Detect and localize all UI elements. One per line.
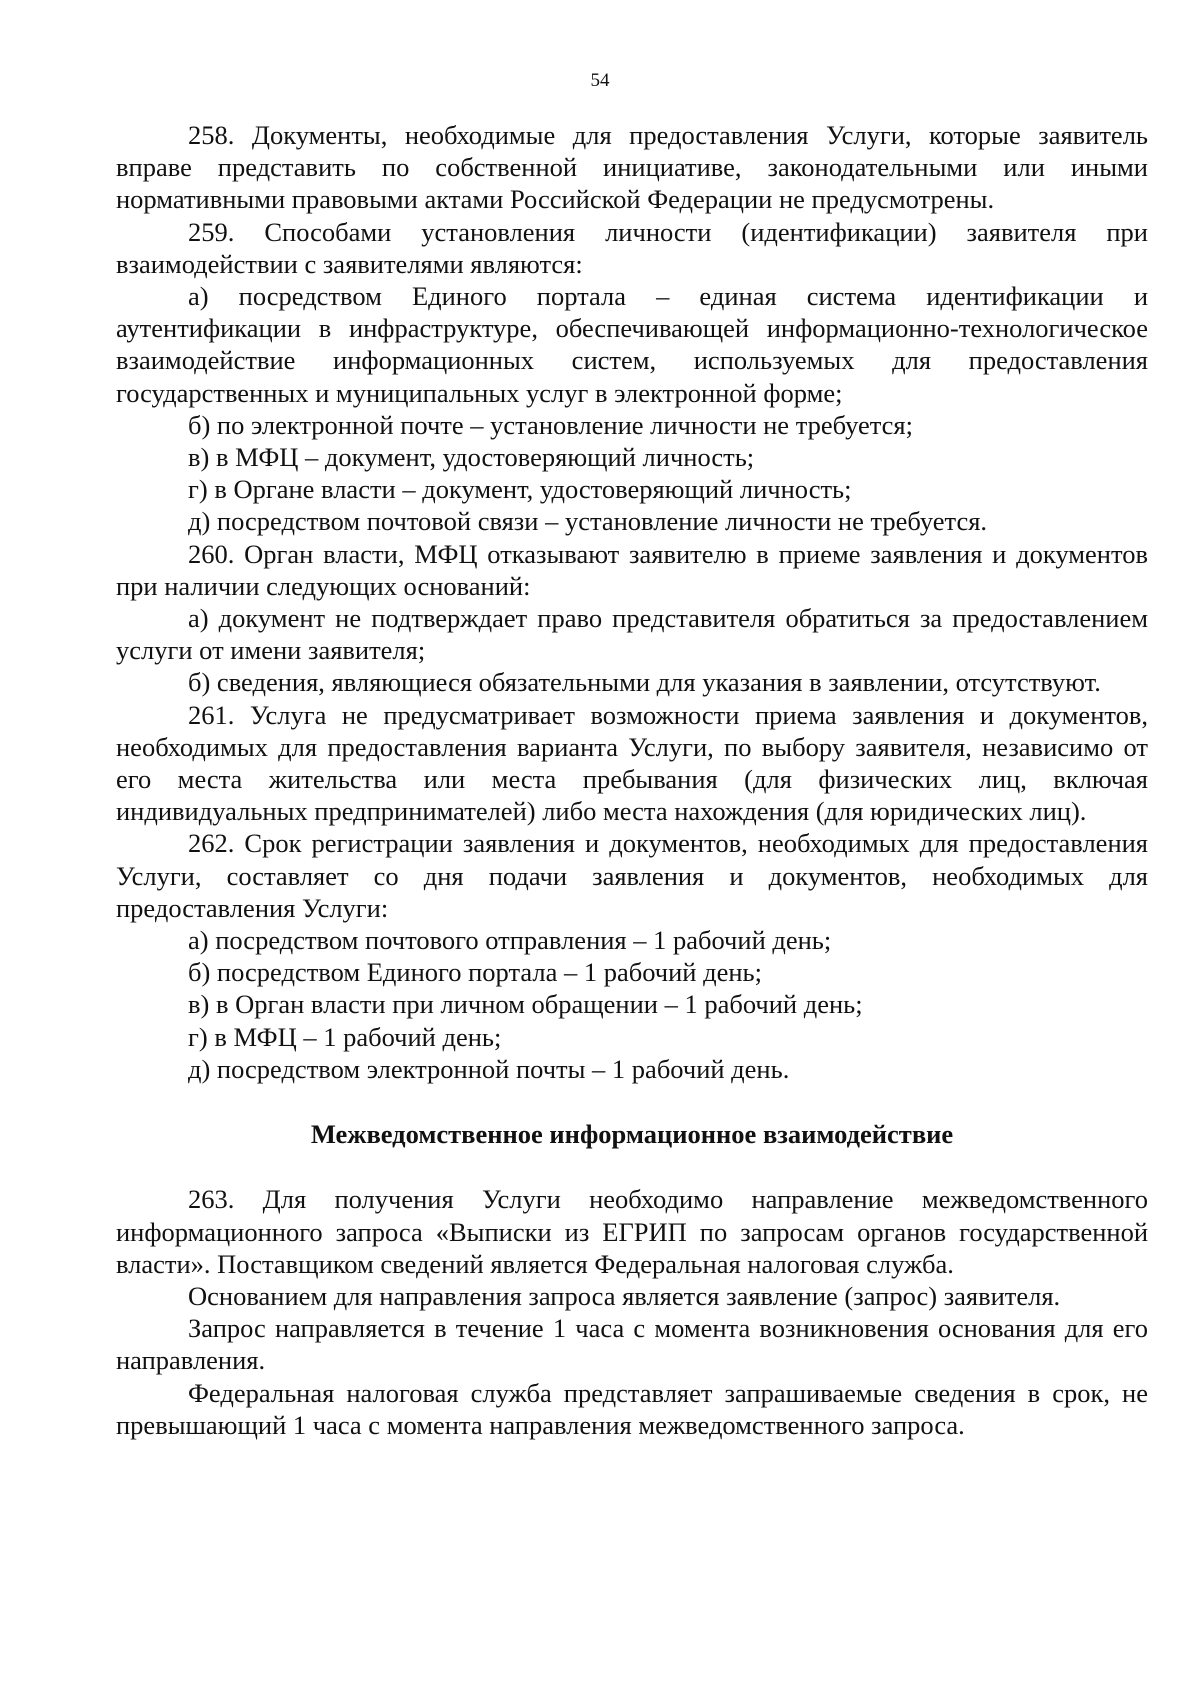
document-body <box>116 119 1148 1441</box>
list-item: г) в МФЦ – 1 рабочий день; <box>188 1021 502 1052</box>
paragraph-258: 258. Документы, необходимые для предоставления Услуги, которые заявитель вправе представить по собственной инициативе, законодательными или иными нормативными правовыми актами Российской Федерации не предусмотрены. <box>116 120 1148 215</box>
paragraph: Основанием для направления запроса является заявление (запрос) заявителя. <box>188 1280 1061 1311</box>
list-item: д) посредством почтовой связи – установление личности не требуется. <box>188 506 988 537</box>
paragraph-262: 262. Срок регистрации заявления и документов, необходимых для предоставления Услуги, составляет со дня подачи заявления и документов, необходимых для предоставления Услуги: <box>116 828 1148 923</box>
paragraph: Запрос направляется в течение 1 часа с момента возникновения основания для его направления. <box>116 1313 1148 1376</box>
list-item: д) посредством электронной почты – 1 рабочий день. <box>188 1053 790 1084</box>
paragraph-261: 261. Услуга не предусматривает возможности приема заявления и документов, необходимых для предоставления варианта Услуги, по выбору заявителя, независимо от его места жительства или места пребывания (для физических лиц, включая индивидуальных предпринимателей) либо места нахождения (для юридических лиц). <box>116 699 1148 827</box>
list-item: а) посредством почтового отправления – 1 рабочий день; <box>188 925 832 956</box>
list-item: а) посредством Единого портала – единая система идентификации и аутентификации в инфраструктуре, обеспечивающей информационно-технологическое взаимодействие информационных систем, используемых для предоставления государственных и муниципальных услуг в электронной форме; <box>116 281 1148 408</box>
list-item: б) посредством Единого портала – 1 рабочий день; <box>188 957 762 988</box>
list-item: в) в Орган власти при личном обращении – 1 рабочий день; <box>188 989 863 1020</box>
list-item: б) по электронной почте – установление личности не требуется; <box>188 409 913 440</box>
list-item: а) документ не подтверждает право представителя обратиться за предоставлением услуги от имени заявителя; <box>116 603 1148 666</box>
paragraph-263: 263. Для получения Услуги необходимо направление межведомственного информационного запроса «Выписки из ЕГРИП по запросам органов государственной власти». Поставщиком сведений является Федеральная налоговая служба. <box>116 1184 1148 1279</box>
list-item: б) сведения, являющиеся обязательными для указания в заявлении, отсутствуют. <box>188 667 1101 698</box>
list-item: в) в МФЦ – документ, удостоверяющий личность; <box>188 442 755 473</box>
paragraph-259: 259. Способами установления личности (идентификации) заявителя при взаимодействии с заявителями являются: <box>116 216 1148 279</box>
section-heading: Межведомственное информационное взаимодействие <box>310 1119 954 1150</box>
list-item: г) в Органе власти – документ, удостоверяющий личность; <box>188 474 852 505</box>
paragraph: Федеральная налоговая служба представляет запрашиваемые сведения в срок, не превышающий 1 часа с момента направления межведомственного запроса. <box>116 1377 1148 1440</box>
paragraph-260: 260. Орган власти, МФЦ отказывают заявителю в приеме заявления и документов при наличии следующих оснований: <box>116 538 1148 601</box>
page-number: 54 <box>590 70 610 91</box>
